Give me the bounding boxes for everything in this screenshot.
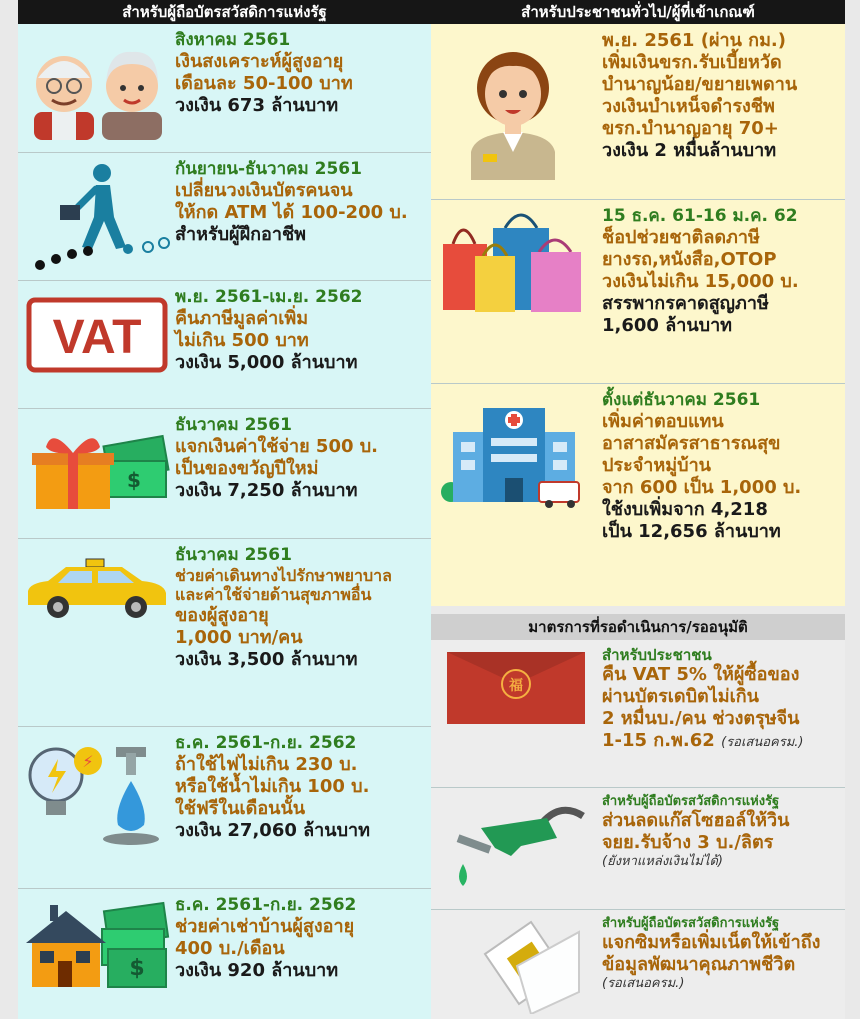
measure-desc: จาก 600 เป็น 1,000 บ. — [602, 476, 802, 498]
measure-date: พ.ย. 2561-เม.ย. 2562 — [175, 287, 363, 307]
pending-header: มาตรการที่รอดำเนินการ/รออนุมัติ — [431, 614, 845, 640]
measure-date: พ.ย. 2561 (ผ่าน กม.) — [602, 30, 786, 51]
pending-card-vat-refund — [431, 640, 845, 788]
measure-text — [175, 733, 425, 842]
measure-desc: ของผู้สูงอายุ — [175, 604, 269, 626]
measure-date: ธ.ค. 2561-ก.ย. 2562 — [175, 895, 357, 915]
measure-desc: อาสาสมัครสาธารณสุข — [602, 432, 781, 454]
measure-text — [602, 390, 841, 542]
measure-desc: เดือนละ 50-100 บาท — [175, 72, 353, 94]
pending-card-sim-internet — [431, 910, 845, 1019]
pending-card-fuel-discount — [431, 788, 845, 910]
measure-desc: แจกเงินค่าใช้จ่าย 500 บ. — [175, 435, 379, 457]
measure-text — [602, 646, 841, 752]
measure-card-elderly-allowance — [18, 24, 431, 153]
measure-desc: คืน VAT 5% ให้ผู้ซื้อของ — [602, 664, 800, 686]
measure-desc: ช่วยค่าเช่าบ้านผู้สูงอายุ — [175, 915, 355, 937]
measure-desc: 1,000 บาท/คน — [175, 626, 303, 648]
measure-desc: ช็อปช่วยชาติลดภาษี — [602, 226, 760, 248]
measure-desc: แจกซิมหรือเพิ่มเน็ตให้เข้าถึง — [602, 931, 821, 953]
measure-desc: เพิ่มเงินขรก.รับเบี้ยหวัด — [602, 51, 782, 73]
status-note: (ยังหาแหล่งเงินไม่ได้) — [602, 853, 724, 869]
measure-budget: วงเงิน 920 ล้านบาท — [175, 959, 339, 981]
svg-text:⚡: ⚡ — [82, 752, 94, 771]
measure-date: ธันวาคม 2561 — [175, 415, 292, 435]
measure-desc: ช่วยค่าเดินทางไปรักษาพยาบาล — [175, 565, 392, 585]
measure-card-free-utilities — [18, 727, 431, 889]
measure-text — [602, 30, 841, 162]
measure-budget: วงเงิน 27,060 ล้านบาท — [175, 819, 370, 841]
measure-text — [175, 415, 425, 502]
pending-audience: สำหรับผู้ถือบัตรสวัสดิการแห่งรัฐ — [602, 794, 780, 809]
svg-text:VAT: VAT — [52, 311, 142, 364]
measure-card-health-volunteer — [431, 384, 845, 606]
house-money-icon — [24, 901, 170, 993]
shopping-bags-icon — [439, 206, 589, 316]
measure-card-elderly-rent — [18, 889, 431, 1019]
vat-stamp-icon — [26, 297, 168, 373]
measure-desc: ผ่านบัตรเดบิตไม่เกิน — [602, 686, 759, 708]
measure-date: 1-15 ก.พ.62 — [602, 730, 715, 752]
measure-desc: วงเงินบำเหน็จดำรงชีพ — [602, 95, 775, 117]
measure-card-atm-withdrawal — [18, 153, 431, 281]
measure-date: 15 ธ.ค. 61-16 ม.ค. 62 — [602, 206, 798, 226]
measure-budget: วงเงิน 3,500 ล้านบาท — [175, 648, 358, 670]
measure-desc: ไม่เกิน 500 บาท — [175, 329, 309, 351]
measure-budget: 1,600 ล้านบาท — [602, 314, 733, 336]
measure-desc: สำหรับผู้ฝึกอาชีพ — [175, 223, 307, 245]
measure-desc: สรรพากรคาดสูญภาษี — [602, 292, 769, 314]
measure-budget: วงเงิน 5,000 ล้านบาท — [175, 351, 358, 373]
measure-budget: เป็น 12,656 ล้านบาท — [602, 520, 781, 542]
svg-text:$: $ — [127, 468, 141, 492]
right-column — [431, 0, 845, 991]
red-envelope-icon — [445, 650, 587, 726]
measure-desc — [602, 730, 841, 752]
pending-audience: สำหรับผู้ถือบัตรสวัสดิการแห่งรัฐ — [602, 916, 780, 931]
measure-text — [175, 895, 425, 982]
measure-card-pension — [431, 24, 845, 200]
measure-budget: วงเงิน 7,250 ล้านบาท — [175, 479, 358, 501]
svg-text:$: $ — [129, 956, 145, 981]
civil-servant-icon — [461, 36, 565, 180]
fuel-nozzle-icon — [451, 798, 585, 890]
measure-text — [602, 794, 841, 870]
measure-desc: 2 หมื่นบ./คน ช่วงตรุษจีน — [602, 708, 800, 730]
measure-card-vat-refund — [18, 281, 431, 409]
measure-desc: เปลี่ยนวงเงินบัตรคนจน — [175, 179, 353, 201]
measure-date: กันยายน-ธันวาคม 2561 — [175, 159, 362, 179]
measure-desc: ขรก.บำนาญอายุ 70+ — [602, 117, 779, 139]
measure-card-shopping — [431, 200, 845, 384]
hospital-icon — [439, 398, 589, 508]
right-header: สำหรับประชาชนทั่วไป/ผู้ที่เข้าเกณฑ์ — [431, 0, 845, 24]
measure-desc: 400 บ./เดือน — [175, 937, 285, 959]
measure-desc: คืนภาษีมูลค่าเพิ่ม — [175, 307, 309, 329]
measure-date: สิงหาคม 2561 — [175, 30, 291, 50]
measure-card-new-year-gift — [18, 409, 431, 539]
pending-audience: สำหรับประชาชน — [602, 646, 712, 664]
measure-text — [602, 916, 841, 992]
measure-budget: วงเงิน 2 หมื่นล้านบาท — [602, 139, 777, 161]
measure-desc: ประจำหมู่บ้าน — [602, 454, 711, 476]
walking-worker-icon — [30, 161, 170, 273]
measure-desc: บำนาญน้อย/ขยายเพดาน — [602, 73, 798, 95]
taxi-icon — [22, 557, 170, 621]
measure-text — [602, 206, 841, 337]
measure-date: ธ.ค. 2561-ก.ย. 2562 — [175, 733, 357, 753]
measure-card-medical-travel — [18, 539, 431, 727]
measure-text — [175, 159, 425, 246]
measure-desc: ถ้าใช้ไฟไม่เกิน 230 บ. — [175, 753, 358, 775]
measure-text — [175, 30, 425, 117]
gift-money-icon — [32, 425, 172, 513]
measure-desc: หรือใช้น้ำไม่เกิน 100 บ. — [175, 775, 370, 797]
measure-desc: ส่วนลดแก๊สโซฮอล์ให้วิน — [602, 809, 790, 831]
measure-desc: ข้อมูลพัฒนาคุณภาพชีวิต — [602, 953, 796, 975]
measure-text — [175, 287, 425, 374]
measure-date: ธันวาคม 2561 — [175, 545, 292, 565]
status-note: (รอเสนอครม.) — [602, 975, 685, 991]
measure-desc: และค่าใช้จ่ายด้านสุขภาพอื่น — [175, 585, 372, 605]
sim-card-icon — [471, 918, 581, 1014]
electricity-water-icon — [26, 741, 170, 851]
measure-desc: เพิ่มค่าตอบแทน — [602, 410, 724, 432]
left-header: สำหรับผู้ถือบัตรสวัสดิการแห่งรัฐ — [18, 0, 431, 24]
measure-desc: ให้กด ATM ได้ 100-200 บ. — [175, 201, 408, 223]
svg-text:福: 福 — [509, 678, 523, 694]
measure-date: ตั้งแต่ธันวาคม 2561 — [602, 390, 761, 410]
measure-desc: ใช้งบเพิ่มจาก 4,218 — [602, 498, 768, 520]
status-note: (รอเสนอครม.) — [721, 735, 804, 751]
measure-desc: จยย.รับจ้าง 3 บ./ลิตร — [602, 831, 774, 853]
measure-desc: วงเงินไม่เกิน 15,000 บ. — [602, 270, 799, 292]
measure-desc: เงินสงเคราะห์ผู้สูงอายุ — [175, 50, 344, 72]
left-column — [18, 0, 431, 981]
measure-desc: เป็นของขวัญปีใหม่ — [175, 457, 319, 479]
measure-budget: วงเงิน 673 ล้านบาท — [175, 94, 339, 116]
measure-desc: ยางรถ,หนังสือ,OTOP — [602, 248, 777, 270]
elderly-couple-icon — [26, 40, 171, 140]
measure-text — [175, 545, 425, 671]
measure-desc: ใช้ฟรีในเดือนนั้น — [175, 797, 306, 819]
